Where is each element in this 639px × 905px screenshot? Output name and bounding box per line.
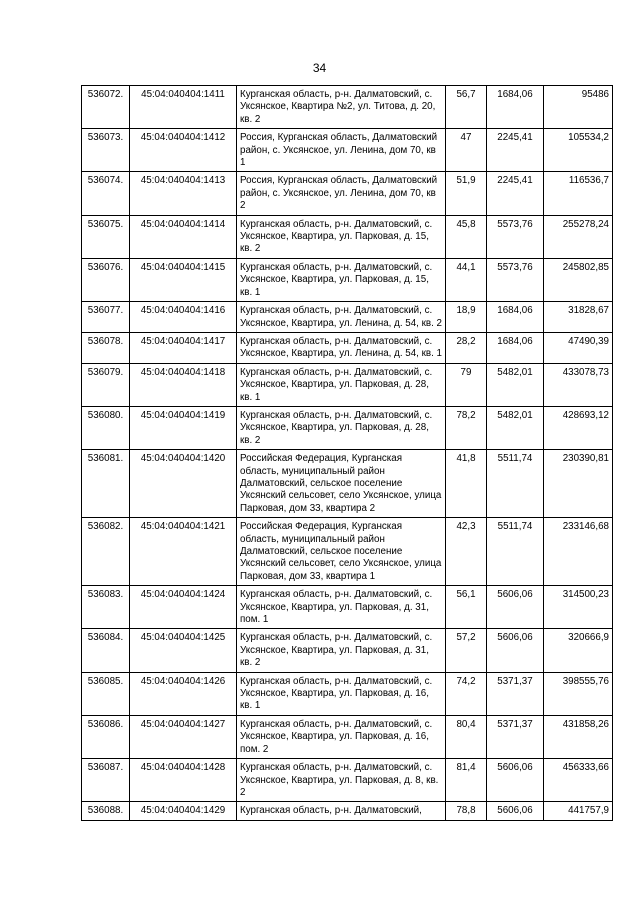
price: 1684,06 bbox=[487, 332, 544, 363]
cadastral-number: 45:04:040404:1429 bbox=[130, 802, 237, 820]
address: Курганская область, р-н. Далматовский, с. Уксянское, Квартира, ул. Парковая, д. 15, кв. 2 bbox=[237, 215, 446, 258]
row-number: 536076. bbox=[82, 258, 130, 301]
cadastral-number: 45:04:040404:1412 bbox=[130, 129, 237, 172]
area: 47 bbox=[446, 129, 487, 172]
cadastral-value: 398555,76 bbox=[544, 672, 613, 715]
address: Курганская область, р-н. Далматовский, с. Уксянское, Квартира, ул. Парковая, д. 28, кв. 1 bbox=[237, 363, 446, 406]
table-row bbox=[82, 518, 613, 586]
row-number: 536086. bbox=[82, 715, 130, 758]
table-row bbox=[82, 129, 613, 172]
cadastral-value: 116536,7 bbox=[544, 172, 613, 215]
address: Курганская область, р-н. Далматовский, с. Уксянское, Квартира, ул. Парковая, д. 28, кв. 2 bbox=[237, 406, 446, 449]
price: 5482,01 bbox=[487, 406, 544, 449]
cadastral-number: 45:04:040404:1420 bbox=[130, 450, 237, 518]
table-row bbox=[82, 86, 613, 129]
price: 5482,01 bbox=[487, 363, 544, 406]
address: Курганская область, р-н. Далматовский, с. Уксянское, Квартира №2, ул. Титова, д. 20, кв. 2 bbox=[237, 86, 446, 129]
area: 79 bbox=[446, 363, 487, 406]
row-number: 536088. bbox=[82, 802, 130, 820]
area: 56,7 bbox=[446, 86, 487, 129]
price: 5606,06 bbox=[487, 629, 544, 672]
cadastral-value: 47490,39 bbox=[544, 332, 613, 363]
address: Курганская область, р-н. Далматовский, с. Уксянское, Квартира, ул. Парковая, д. 16, кв. 1 bbox=[237, 672, 446, 715]
price: 2245,41 bbox=[487, 129, 544, 172]
price: 5573,76 bbox=[487, 215, 544, 258]
row-number: 536084. bbox=[82, 629, 130, 672]
address: Россия, Курганская область, Далматовский район, с. Уксянское, ул. Ленина, дом 70, кв 2 bbox=[237, 172, 446, 215]
cadastral-number: 45:04:040404:1426 bbox=[130, 672, 237, 715]
price: 5371,37 bbox=[487, 672, 544, 715]
address: Российская Федерация, Курганская область, муниципальный район Далматовский, сельское поселение Уксянский сельсовет, село Уксянское, улица Парковая, дом 33, квартира 2 bbox=[237, 450, 446, 518]
cadastral-number: 45:04:040404:1428 bbox=[130, 759, 237, 802]
area: 45,8 bbox=[446, 215, 487, 258]
cadastral-value: 105534,2 bbox=[544, 129, 613, 172]
cadastral-number: 45:04:040404:1414 bbox=[130, 215, 237, 258]
cadastral-value: 245802,85 bbox=[544, 258, 613, 301]
table-row bbox=[82, 302, 613, 333]
row-number: 536075. bbox=[82, 215, 130, 258]
price: 5606,06 bbox=[487, 759, 544, 802]
table-row bbox=[82, 363, 613, 406]
row-number: 536085. bbox=[82, 672, 130, 715]
page-number: 34 bbox=[312, 61, 327, 75]
area: 44,1 bbox=[446, 258, 487, 301]
address: Курганская область, р-н. Далматовский, с. Уксянское, Квартира, ул. Парковая, д. 15, кв. 1 bbox=[237, 258, 446, 301]
table-row bbox=[82, 332, 613, 363]
price: 1684,06 bbox=[487, 86, 544, 129]
price: 5573,76 bbox=[487, 258, 544, 301]
table-row bbox=[82, 406, 613, 449]
table-row bbox=[82, 629, 613, 672]
row-number: 536077. bbox=[82, 302, 130, 333]
area: 78,2 bbox=[446, 406, 487, 449]
address: Российская Федерация, Курганская область, муниципальный район Далматовский, сельское поселение Уксянский сельсовет, село Уксянское, улица Парковая, дом 33, квартира 1 bbox=[237, 518, 446, 586]
table-row bbox=[82, 672, 613, 715]
row-number: 536082. bbox=[82, 518, 130, 586]
address: Курганская область, р-н. Далматовский, с. Уксянское, Квартира, ул. Парковая, д. 16, пом. 2 bbox=[237, 715, 446, 758]
cadastral-value: 320666,9 bbox=[544, 629, 613, 672]
area: 41,8 bbox=[446, 450, 487, 518]
table-row bbox=[82, 759, 613, 802]
address: Курганская область, р-н. Далматовский, с. Уксянское, Квартира, ул. Ленина, д. 54, кв. 2 bbox=[237, 302, 446, 333]
cadastral-value: 31828,67 bbox=[544, 302, 613, 333]
cadastral-value: 233146,68 bbox=[544, 518, 613, 586]
row-number: 536081. bbox=[82, 450, 130, 518]
area: 56,1 bbox=[446, 586, 487, 629]
area: 78,8 bbox=[446, 802, 487, 820]
table-row bbox=[82, 215, 613, 258]
price: 5511,74 bbox=[487, 518, 544, 586]
address: Курганская область, р-н. Далматовский, с. Уксянское, Квартира, ул. Парковая, д. 31, пом. 1 bbox=[237, 586, 446, 629]
area: 80,4 bbox=[446, 715, 487, 758]
table-row bbox=[82, 450, 613, 518]
row-number: 536080. bbox=[82, 406, 130, 449]
address: Курганская область, р-н. Далматовский, bbox=[237, 802, 446, 820]
cadastral-number: 45:04:040404:1419 bbox=[130, 406, 237, 449]
cadastral-value: 456333,66 bbox=[544, 759, 613, 802]
cadastral-value: 255278,24 bbox=[544, 215, 613, 258]
price: 5606,06 bbox=[487, 802, 544, 820]
row-number: 536072. bbox=[82, 86, 130, 129]
cadastral-number: 45:04:040404:1411 bbox=[130, 86, 237, 129]
cadastral-number: 45:04:040404:1418 bbox=[130, 363, 237, 406]
cadastral-value: 431858,26 bbox=[544, 715, 613, 758]
cadastral-number: 45:04:040404:1424 bbox=[130, 586, 237, 629]
cadastral-number: 45:04:040404:1413 bbox=[130, 172, 237, 215]
row-number: 536073. bbox=[82, 129, 130, 172]
row-number: 536074. bbox=[82, 172, 130, 215]
row-number: 536079. bbox=[82, 363, 130, 406]
property-table bbox=[81, 85, 613, 821]
price: 1684,06 bbox=[487, 302, 544, 333]
table-row bbox=[82, 172, 613, 215]
area: 28,2 bbox=[446, 332, 487, 363]
area: 81,4 bbox=[446, 759, 487, 802]
price: 5511,74 bbox=[487, 450, 544, 518]
row-number: 536083. bbox=[82, 586, 130, 629]
cadastral-value: 314500,23 bbox=[544, 586, 613, 629]
cadastral-value: 433078,73 bbox=[544, 363, 613, 406]
row-number: 536087. bbox=[82, 759, 130, 802]
area: 18,9 bbox=[446, 302, 487, 333]
cadastral-number: 45:04:040404:1425 bbox=[130, 629, 237, 672]
row-number: 536078. bbox=[82, 332, 130, 363]
price: 2245,41 bbox=[487, 172, 544, 215]
table-row bbox=[82, 802, 613, 820]
cadastral-number: 45:04:040404:1416 bbox=[130, 302, 237, 333]
price: 5371,37 bbox=[487, 715, 544, 758]
cadastral-number: 45:04:040404:1421 bbox=[130, 518, 237, 586]
area: 42,3 bbox=[446, 518, 487, 586]
cadastral-number: 45:04:040404:1417 bbox=[130, 332, 237, 363]
cadastral-value: 428693,12 bbox=[544, 406, 613, 449]
cadastral-number: 45:04:040404:1415 bbox=[130, 258, 237, 301]
cadastral-value: 95486 bbox=[544, 86, 613, 129]
table-row bbox=[82, 258, 613, 301]
cadastral-value: 230390,81 bbox=[544, 450, 613, 518]
cadastral-value: 441757,9 bbox=[544, 802, 613, 820]
area: 74,2 bbox=[446, 672, 487, 715]
table-row bbox=[82, 586, 613, 629]
address: Курганская область, р-н. Далматовский, с. Уксянское, Квартира, ул. Парковая, д. 8, кв. 2 bbox=[237, 759, 446, 802]
address: Курганская область, р-н. Далматовский, с. Уксянское, Квартира, ул. Парковая, д. 31, кв. 2 bbox=[237, 629, 446, 672]
area: 57,2 bbox=[446, 629, 487, 672]
address: Россия, Курганская область, Далматовский район, с. Уксянское, ул. Ленина, дом 70, кв 1 bbox=[237, 129, 446, 172]
table-row bbox=[82, 715, 613, 758]
cadastral-number: 45:04:040404:1427 bbox=[130, 715, 237, 758]
address: Курганская область, р-н. Далматовский, с. Уксянское, Квартира, ул. Ленина, д. 54, кв. 1 bbox=[237, 332, 446, 363]
price: 5606,06 bbox=[487, 586, 544, 629]
area: 51,9 bbox=[446, 172, 487, 215]
